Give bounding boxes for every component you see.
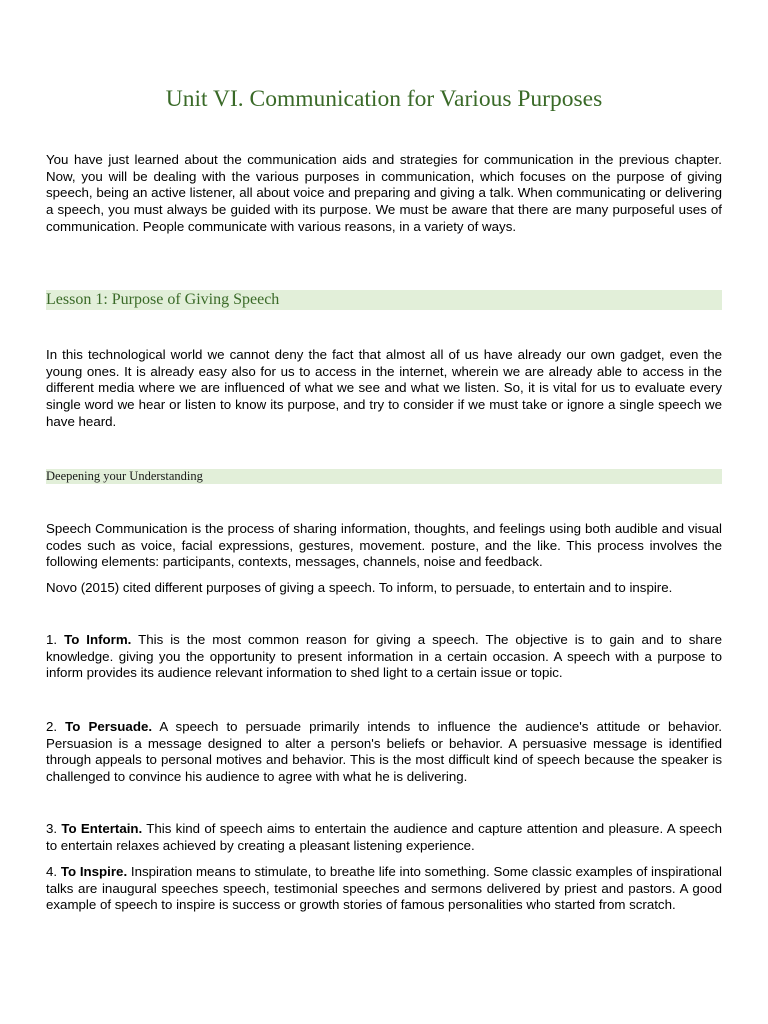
lesson-paragraph: In this technological world we cannot deny the fact that almost all of us have already our own gadget, even the young ones. It is already easy also for us to access in the internet, wherein we are already able to access in the different media where we are influenced of what we see and what we listen. So, it is vital for us to evaluate every single word we hear or listen to know its purpose, and try to consider if we must take or ignore a single speech we have heard.: [46, 347, 722, 429]
purpose-text: Inspiration means to stimulate, to breathe life into something. Some classic examples of inspirational talks are inaugural speeches speech, testimonial speeches and sermons delivered by priest and pastors. A good example of speech to inspire is success or growth stories of famous personalities who started from scratch.: [46, 864, 723, 913]
purpose-label: To Inform.: [64, 632, 132, 647]
purpose-label: To Entertain.: [61, 821, 143, 836]
purpose-number: 2.: [46, 719, 58, 734]
purpose-number: 4.: [46, 864, 58, 879]
speech-communication-paragraph: Speech Communication is the process of sharing information, thoughts, and feelings using both audible and visual codes such as voice, facial expressions, gestures, movement. posture, and the like. This process involves the following elements: participants, contexts, messages, channels, noise and feedback.: [46, 521, 722, 570]
purpose-item-inform: [46, 632, 722, 682]
purpose-text: This is the most common reason for giving a speech. The objective is to gain and to share knowledge. giving you the opportunity to present information in a certain occasion. A speech with a purpose to inform provides its audience relevant information to shed light to a certain issue or topic.: [46, 632, 722, 681]
purpose-item-persuade: [46, 719, 722, 786]
purpose-text: This kind of speech aims to entertain the audience and capture attention and pleasure. A speech to entertain relaxes achieved by creating a pleasant listening experience.: [46, 821, 722, 853]
purpose-item-entertain: [46, 821, 722, 854]
novo-paragraph: Novo (2015) cited different purposes of giving a speech. To inform, to persuade, to entertain and to inspire.: [46, 580, 673, 595]
section-subheading: Deepening your Understanding: [46, 469, 722, 484]
purpose-text: A speech to persuade primarily intends to influence the audience's attitude or behavior. Persuasion is a message designed to alter a person's beliefs or behavior. A persuasive message is identified through appeals to personal motives and behavior. This is the most difficult kind of speech because the speaker is challenged to convince his audience to agree with what he is delivering.: [46, 719, 723, 785]
purpose-item-inspire: [46, 864, 722, 914]
purpose-number: 1.: [46, 632, 58, 647]
intro-paragraph: You have just learned about the communication aids and strategies for communication in the previous chapter. Now, you will be dealing with the various purposes in communication, which focuses on the purpose of giving speech, being an active listener, all about voice and preparing and giving a talk. When communicating or delivering a speech, you must always be guided with its purpose. We must be aware that there are many purposeful uses of communication. People communicate with various reasons, in a variety of ways.: [46, 152, 722, 234]
purpose-number: 3.: [46, 821, 58, 836]
purpose-label: To Persuade.: [65, 719, 153, 734]
lesson-heading: Lesson 1: Purpose of Giving Speech: [46, 290, 722, 310]
purpose-label: To Inspire.: [60, 864, 128, 879]
page-title: Unit VI. Communication for Various Purposes: [165, 86, 603, 112]
